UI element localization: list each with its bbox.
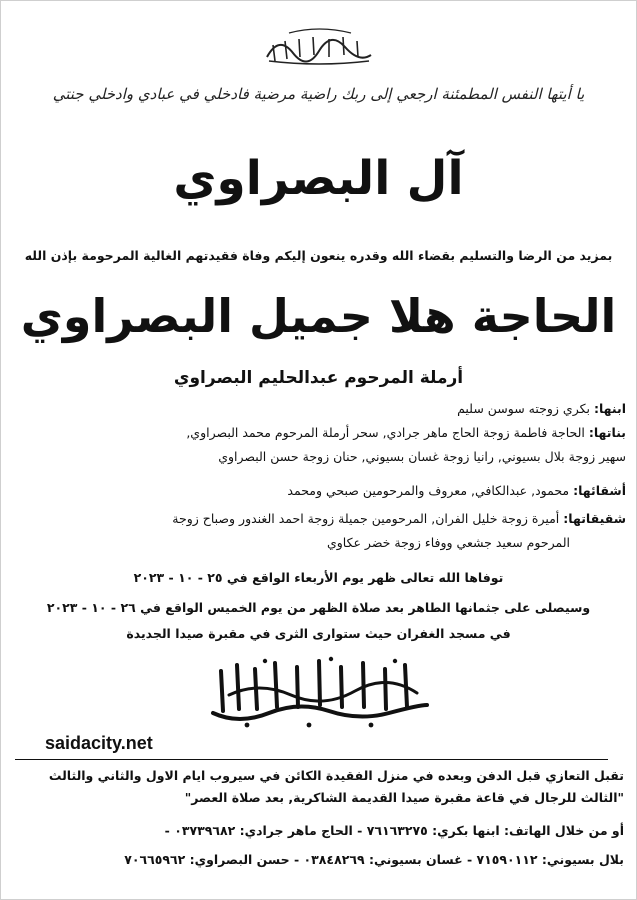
phones-line-2: بلال بسيوني: ٧١٥٩٠١١٢ - غسان بسيوني: ٠٣٨٤٨٢٦٩ - حسن البصراوي: ٧٠٦٦٥٩٦٢ xyxy=(124,852,624,867)
daughters-line-1: الحاجة فاطمة زوجة الحاج ماهر جرادي, سحر أرملة المرحوم محمد البصراوي, xyxy=(186,425,585,440)
prayer-notice: وسيصلى على جثمانها الطاهر بعد صلاة الظهر من يوم الخميس الواقع في ٢٦ - ١٠ - ٢٠٢٣ xyxy=(46,600,591,615)
basmala-calligraphy xyxy=(1,27,636,67)
quran-verse: يا أيتها النفس المطمئنة ارجعي إلى ربك راضية مرضية فادخلي في عبادي وادخلي جنتي xyxy=(52,85,585,103)
sisters-line-2: المرحوم سعيد جشعي ووفاء زوجة خضر عكاوي xyxy=(326,535,570,550)
site-row xyxy=(15,733,608,759)
burial-notice: في مسجد الغفران حيث ستوارى الثرى في مقبرة صيدا الجديدة xyxy=(126,626,511,641)
divider xyxy=(15,759,608,760)
sisters-line-1: أميرة زوجة خليل الفران, المرحومين جميلة زوجة احمد الغندور وصباح زوجة xyxy=(172,511,560,526)
daughters-label: بناتها: xyxy=(588,425,626,440)
daughters-block xyxy=(11,421,626,469)
site-watermark: saidacity.net xyxy=(45,733,153,753)
sisters-block xyxy=(11,507,626,555)
death-date-notice: توفاها الله تعالى ظهر يوم الأربعاء الواقع في ٢٥ - ١٠ - ٢٠٢٣ xyxy=(133,570,504,585)
inna-lillah-calligraphy xyxy=(1,655,636,735)
brothers-text: محمود, عبدالكافي, معروف والمرحومين صبحي ومحمد xyxy=(287,483,570,498)
deceased-name: الحاجة هلا جميل البصراوي xyxy=(20,289,617,343)
son-label: ابنها: xyxy=(593,401,626,416)
sisters-label: شقيقاتها: xyxy=(563,511,626,526)
phones-line-1: أو من خلال الهاتف: ابنها بكري: ٧٦١٦٣٢٧٥ - الحاج ماهر جرادي: ٠٣٧٣٩٦٨٢ - xyxy=(164,823,624,838)
family-name: آل البصراوي xyxy=(173,151,464,206)
brothers-label: أشقائها: xyxy=(573,483,626,498)
brothers-line xyxy=(11,479,626,503)
son-text: بكري زوجته سوسن سليم xyxy=(457,401,590,416)
widow-of-line: أرملة المرحوم عبدالحليم البصراوي xyxy=(173,368,464,388)
death-announcement: بمزيد من الرضا والتسليم بقضاء الله وقدره ينعون إليكم وفاة فقيدتهم الغالية المرحومة بإذن الله xyxy=(24,248,613,263)
son-line xyxy=(11,397,626,421)
daughters-line-2: سهير زوجة بلال بسيوني, رانيا زوجة غسان بسيوني, حنان زوجة حسن البصراوي xyxy=(218,449,626,464)
condolences-line-1: تقبل التعازي قبل الدفن وبعده في منزل الفقيدة الكائن في سيروب ايام الاول والثاني والثالث xyxy=(48,768,624,783)
condolences-line-2: "الثالث للرجال في قاعة مقبرة صيدا القديمة الشاكرية, بعد صلاة العصر" xyxy=(184,790,624,805)
